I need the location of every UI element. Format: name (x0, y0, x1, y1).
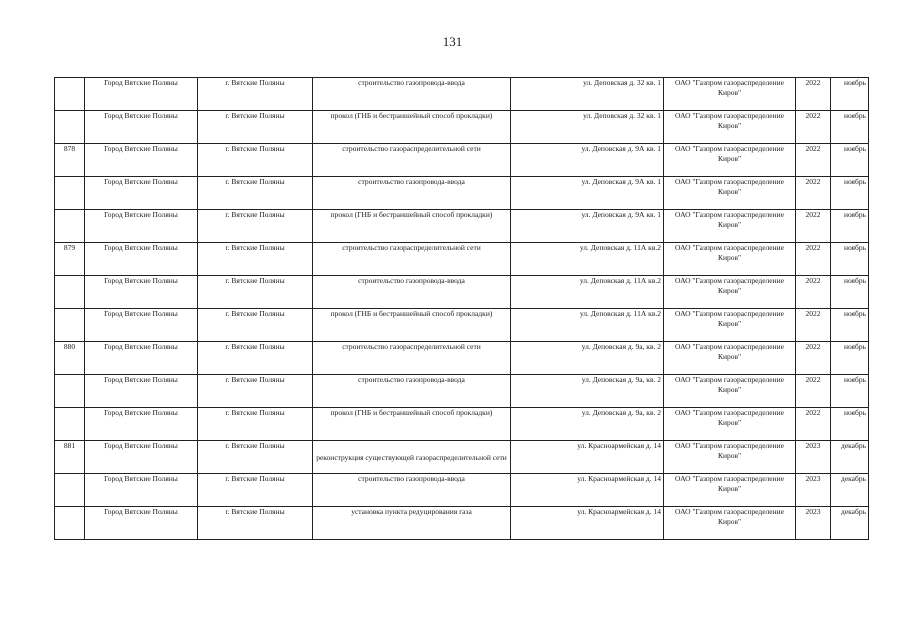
organization-cell: ОАО "Газпром газораспределение Киров" (664, 507, 796, 540)
row-number-cell: 878 (55, 144, 85, 177)
table-row (55, 309, 869, 342)
address-cell: ул. Красноармейская д. 14 (511, 441, 664, 474)
organization-cell: ОАО "Газпром газораспределение Киров" (664, 78, 796, 111)
work-type-cell: строительство газораспределительной сети (313, 144, 511, 177)
table-row (55, 276, 869, 309)
settlement-cell: г. Вятские Поляны (198, 111, 313, 144)
year-cell: 2023 (796, 507, 831, 540)
month-cell: декабрь (831, 474, 869, 507)
address-cell: ул. Деповская д. 11А кв.2 (511, 309, 664, 342)
municipality-cell: Город Вятские Поляны (85, 111, 198, 144)
year-cell: 2022 (796, 309, 831, 342)
table-row (55, 78, 869, 111)
year-cell: 2023 (796, 441, 831, 474)
work-type-cell: прокол (ГНБ и бестраншейный способ прокладки) (313, 309, 511, 342)
table-body (55, 78, 869, 540)
address-cell: ул. Деповская д. 32 кв. 1 (511, 78, 664, 111)
organization-cell: ОАО "Газпром газораспределение Киров" (664, 210, 796, 243)
address-cell: ул. Деповская д. 11А кв.2 (511, 243, 664, 276)
month-cell: ноябрь (831, 243, 869, 276)
gasification-table (54, 77, 869, 540)
municipality-cell: Город Вятские Поляны (85, 243, 198, 276)
municipality-cell: Город Вятские Поляны (85, 144, 198, 177)
table-row (55, 474, 869, 507)
work-type-cell: строительство газопровода-ввода (313, 375, 511, 408)
address-cell: ул. Деповская д. 9а, кв. 2 (511, 375, 664, 408)
month-cell: ноябрь (831, 408, 869, 441)
table-row (55, 375, 869, 408)
year-cell: 2022 (796, 243, 831, 276)
work-type-cell: строительство газопровода-ввода (313, 78, 511, 111)
month-cell: ноябрь (831, 210, 869, 243)
address-cell: ул. Деповская д. 9А кв. 1 (511, 144, 664, 177)
table-row (55, 243, 869, 276)
settlement-cell: г. Вятские Поляны (198, 408, 313, 441)
row-number-cell: 881 (55, 441, 85, 474)
row-number-cell (55, 309, 85, 342)
year-cell: 2022 (796, 342, 831, 375)
row-number-cell (55, 276, 85, 309)
municipality-cell: Город Вятские Поляны (85, 309, 198, 342)
year-cell: 2022 (796, 144, 831, 177)
month-cell: декабрь (831, 507, 869, 540)
settlement-cell: г. Вятские Поляны (198, 342, 313, 375)
row-number-cell (55, 78, 85, 111)
address-cell: ул. Деповская д. 11А кв.2 (511, 276, 664, 309)
month-cell: ноябрь (831, 144, 869, 177)
month-cell: ноябрь (831, 111, 869, 144)
work-type-cell: строительство газопровода-ввода (313, 474, 511, 507)
row-number-cell (55, 408, 85, 441)
table-row (55, 507, 869, 540)
table-row (55, 210, 869, 243)
municipality-cell: Город Вятские Поляны (85, 375, 198, 408)
municipality-cell: Город Вятские Поляны (85, 342, 198, 375)
month-cell: ноябрь (831, 78, 869, 111)
row-number-cell: 879 (55, 243, 85, 276)
table-row (55, 408, 869, 441)
organization-cell: ОАО "Газпром газораспределение Киров" (664, 441, 796, 474)
settlement-cell: г. Вятские Поляны (198, 177, 313, 210)
organization-cell: ОАО "Газпром газораспределение Киров" (664, 243, 796, 276)
address-cell: ул. Деповская д. 9а, кв. 2 (511, 342, 664, 375)
work-type-cell: строительство газораспределительной сети (313, 243, 511, 276)
municipality-cell: Город Вятские Поляны (85, 177, 198, 210)
page-number: 131 (442, 34, 463, 49)
settlement-cell: г. Вятские Поляны (198, 243, 313, 276)
municipality-cell: Город Вятские Поляны (85, 78, 198, 111)
work-type-cell: строительство газораспределительной сети (313, 342, 511, 375)
address-cell: ул. Деповская д. 32 кв. 1 (511, 111, 664, 144)
table-row (55, 342, 869, 375)
address-cell: ул. Деповская д. 9А кв. 1 (511, 177, 664, 210)
settlement-cell: г. Вятские Поляны (198, 375, 313, 408)
row-number-cell (55, 474, 85, 507)
work-type-cell: установка пункта редуцирования газа (313, 507, 511, 540)
organization-cell: ОАО "Газпром газораспределение Киров" (664, 177, 796, 210)
settlement-cell: г. Вятские Поляны (198, 309, 313, 342)
work-type-cell: строительство газопровода-ввода (313, 276, 511, 309)
year-cell: 2022 (796, 276, 831, 309)
municipality-cell: Город Вятские Поляны (85, 474, 198, 507)
year-cell: 2022 (796, 375, 831, 408)
row-number-cell (55, 210, 85, 243)
year-cell: 2022 (796, 177, 831, 210)
organization-cell: ОАО "Газпром газораспределение Киров" (664, 111, 796, 144)
organization-cell: ОАО "Газпром газораспределение Киров" (664, 474, 796, 507)
month-cell: ноябрь (831, 309, 869, 342)
address-cell: ул. Красноармейская д. 14 (511, 474, 664, 507)
row-number-cell (55, 507, 85, 540)
year-cell: 2023 (796, 474, 831, 507)
work-type-cell: прокол (ГНБ и бестраншейный способ прокладки) (313, 408, 511, 441)
table-row (55, 144, 869, 177)
municipality-cell: Город Вятские Поляны (85, 276, 198, 309)
municipality-cell: Город Вятские Поляны (85, 507, 198, 540)
work-type-cell: реконструкция существующей газораспределительной сети (313, 441, 511, 474)
row-number-cell: 880 (55, 342, 85, 375)
organization-cell: ОАО "Газпром газораспределение Киров" (664, 375, 796, 408)
month-cell: декабрь (831, 441, 869, 474)
month-cell: ноябрь (831, 342, 869, 375)
work-type-cell: строительство газопровода-ввода (313, 177, 511, 210)
address-cell: ул. Красноармейская д. 14 (511, 507, 664, 540)
year-cell: 2022 (796, 408, 831, 441)
settlement-cell: г. Вятские Поляны (198, 507, 313, 540)
year-cell: 2022 (796, 111, 831, 144)
organization-cell: ОАО "Газпром газораспределение Киров" (664, 276, 796, 309)
row-number-cell (55, 375, 85, 408)
year-cell: 2022 (796, 78, 831, 111)
address-cell: ул. Деповская д. 9А кв. 1 (511, 210, 664, 243)
settlement-cell: г. Вятские Поляны (198, 78, 313, 111)
row-number-cell (55, 177, 85, 210)
month-cell: ноябрь (831, 276, 869, 309)
organization-cell: ОАО "Газпром газораспределение Киров" (664, 342, 796, 375)
address-cell: ул. Деповская д. 9а, кв. 2 (511, 408, 664, 441)
organization-cell: ОАО "Газпром газораспределение Киров" (664, 408, 796, 441)
settlement-cell: г. Вятские Поляны (198, 474, 313, 507)
settlement-cell: г. Вятские Поляны (198, 210, 313, 243)
work-type-cell: прокол (ГНБ и бестраншейный способ прокладки) (313, 111, 511, 144)
organization-cell: ОАО "Газпром газораспределение Киров" (664, 309, 796, 342)
municipality-cell: Город Вятские Поляны (85, 441, 198, 474)
table-row (55, 177, 869, 210)
municipality-cell: Город Вятские Поляны (85, 408, 198, 441)
settlement-cell: г. Вятские Поляны (198, 276, 313, 309)
table-row (55, 111, 869, 144)
table-row (55, 441, 869, 474)
month-cell: ноябрь (831, 177, 869, 210)
row-number-cell (55, 111, 85, 144)
settlement-cell: г. Вятские Поляны (198, 144, 313, 177)
month-cell: ноябрь (831, 375, 869, 408)
settlement-cell: г. Вятские Поляны (198, 441, 313, 474)
work-type-cell: прокол (ГНБ и бестраншейный способ прокладки) (313, 210, 511, 243)
municipality-cell: Город Вятские Поляны (85, 210, 198, 243)
year-cell: 2022 (796, 210, 831, 243)
organization-cell: ОАО "Газпром газораспределение Киров" (664, 144, 796, 177)
